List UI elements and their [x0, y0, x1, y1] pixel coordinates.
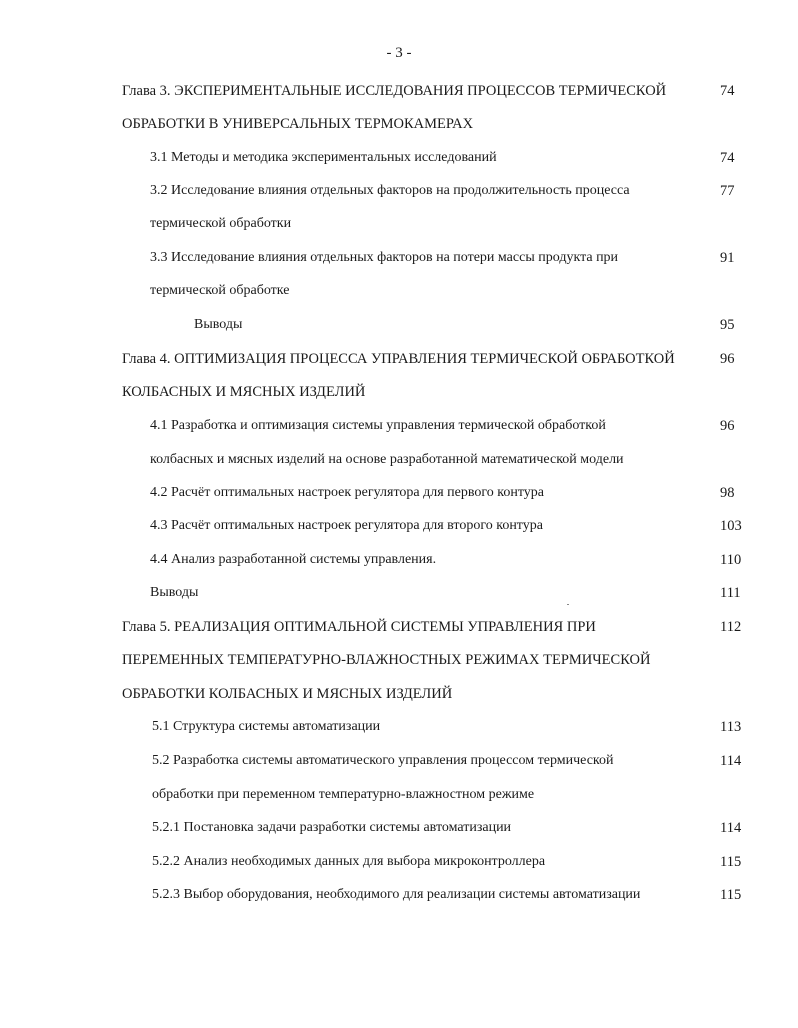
toc-chapter-4-conclusions-page: 111	[720, 585, 741, 601]
toc-section-4-1-title-line-1: 4.1 Разработка и оптимизация системы управления термической обработкой	[150, 418, 606, 433]
toc-section-3-2-title-line-1: 3.2 Исследование влияния отдельных факторов на продолжительность процесса	[150, 183, 630, 198]
toc-section-4-4-title: 4.4 Анализ разработанной системы управления.	[150, 552, 437, 567]
toc-section-5-2-title-line-2: обработки при переменном температурно-влажностном режиме	[152, 787, 535, 802]
toc-section-3-2-title-line-2: термической обработки	[150, 216, 292, 231]
toc-chapter-3-page: 74	[720, 83, 735, 99]
toc-chapter-3-conclusions-title: Выводы	[194, 317, 243, 332]
toc-section-5-2-page: 114	[720, 753, 742, 769]
toc-section-3-1-title: 3.1 Методы и методика экспериментальных исследований	[150, 150, 497, 165]
toc-section-3-3-title-line-2: термической обработке	[150, 283, 290, 298]
toc-section-4-1-title-line-2: колбасных и мясных изделий на основе разработанной математической модели	[150, 452, 624, 467]
toc-section-4-3-title: 4.3 Расчёт оптимальных настроек регулятора для второго контура	[150, 518, 543, 533]
toc-section-5-2-1-title: 5.2.1 Постановка задачи разработки системы автоматизации	[152, 820, 512, 835]
toc-section-5-1-page: 113	[720, 719, 742, 735]
toc-section-3-3-title-line-1: 3.3 Исследование влияния отдельных факторов на потери массы продукта при	[150, 250, 619, 265]
toc-section-5-2-3-page: 115	[720, 887, 742, 903]
toc-chapter-5-title-line-2: ПЕРЕМЕННЫХ ТЕМПЕРАТУРНО-ВЛАЖНОСТНЫХ РЕЖИМАХ ТЕРМИЧЕСКОЙ	[122, 652, 651, 668]
toc-chapter-5-title-line-1: Глава 5. РЕАЛИЗАЦИЯ ОПТИМАЛЬНОЙ СИСТЕМЫ УПРАВЛЕНИЯ ПРИ	[122, 619, 596, 635]
toc-section-5-2-2-title: 5.2.2 Анализ необходимых данных для выбора микроконтроллера	[152, 854, 546, 869]
toc-section-5-2-title-line-1: 5.2 Разработка системы автоматического управления процессом термической	[152, 753, 614, 768]
toc-section-3-1-page: 74	[720, 150, 735, 166]
toc-section-3-2-page: 77	[720, 183, 735, 199]
toc-chapter-3-title-line-2: ОБРАБОТКИ В УНИВЕРСАЛЬНЫХ ТЕРМОКАМЕРАХ	[122, 116, 474, 132]
toc-chapter-5-page: 112	[720, 619, 742, 635]
toc-section-5-2-1-page: 114	[720, 820, 742, 836]
toc-section-4-4-page: 110	[720, 552, 742, 568]
toc-section-5-2-2-page: 115	[720, 854, 742, 870]
toc-section-4-2-page: 98	[720, 485, 735, 501]
toc-section-3-3-page: 91	[720, 250, 735, 266]
toc-section-4-2-title: 4.2 Расчёт оптимальных настроек регулятора для первого контура	[150, 485, 544, 500]
toc-chapter-4-title-line-2: КОЛБАСНЫХ И МЯСНЫХ ИЗДЕЛИЙ	[122, 384, 366, 400]
toc-chapter-3-conclusions-page: 95	[720, 317, 735, 333]
toc-chapter-4-page: 96	[720, 351, 735, 367]
page-number: - 3 -	[386, 45, 412, 61]
toc-section-5-1-title: 5.1 Структура системы автоматизации	[152, 719, 381, 734]
toc-chapter-3-title-line-1: Глава 3. ЭКСПЕРИМЕНТАЛЬНЫЕ ИССЛЕДОВАНИЯ ПРОЦЕССОВ ТЕРМИЧЕСКОЙ	[122, 83, 667, 99]
toc-chapter-4-conclusions-title: Выводы	[150, 585, 199, 600]
toc-chapter-4-title-line-1: Глава 4. ОПТИМИЗАЦИЯ ПРОЦЕССА УПРАВЛЕНИЯ ТЕРМИЧЕСКОЙ ОБРАБОТКОЙ	[122, 351, 675, 367]
toc-chapter-5-title-line-3: ОБРАБОТКИ КОЛБАСНЫХ И МЯСНЫХ ИЗДЕЛИЙ	[122, 686, 453, 702]
toc-section-4-3-page: 103	[720, 518, 742, 534]
scan-speck	[567, 604, 569, 605]
toc-section-4-1-page: 96	[720, 418, 735, 434]
toc-section-5-2-3-title: 5.2.3 Выбор оборудования, необходимого для реализации системы автоматизации	[152, 887, 641, 902]
